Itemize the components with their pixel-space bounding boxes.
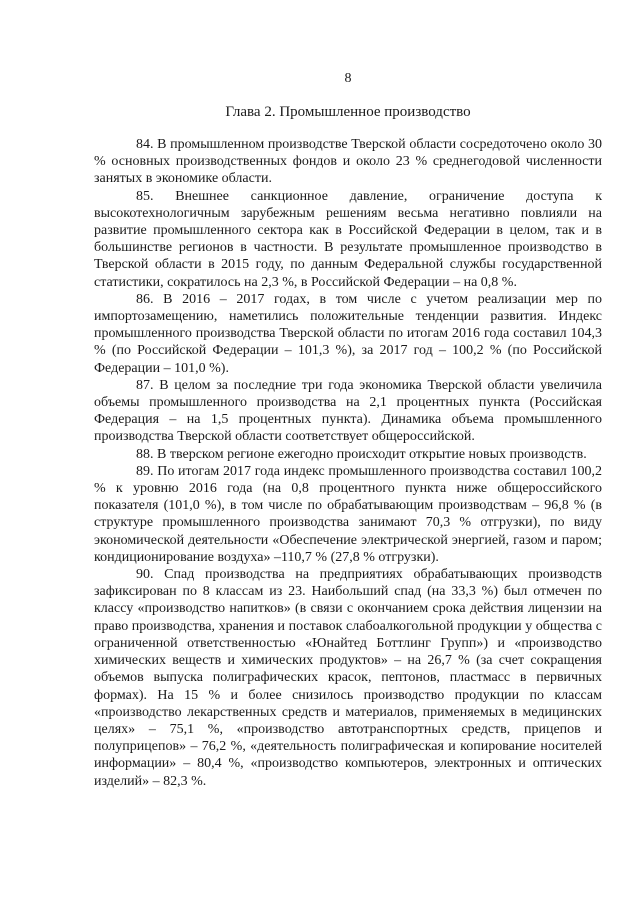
paragraph-89: 89. По итогам 2017 года индекс промышленного производства составил 100,2 % к уровню 2016 года (на 0,8 процентного пункта ниже общероссийского показателя (101,0 %), в том числе по обрабатывающим производствам – 96,8 % (в структуре промышленного производства занимают 70,3 % отгрузки), по виду экономической деятельности «Обеспечение электрической энергией, газом и паром; кондиционирование воздуха» –110,7 % (27,8 % отгрузки). [94, 463, 602, 565]
chapter-title: Глава 2. Промышленное производство [225, 104, 471, 120]
paragraph-88: 88. В тверском регионе ежегодно происходит открытие новых производств. [136, 446, 587, 462]
paragraph-84: 84. В промышленном производстве Тверской области сосредоточено около 30 % основных производственных фондов и около 23 % среднегодовой численности занятых в экономике области. [94, 137, 602, 187]
paragraph-90: 90. Спад производства на предприятиях обрабатывающих производств зафиксирован по 8 классам из 23. Наибольший спад (на 33,3 %) был отмечен по классу «производство напитков» (в связи с окончанием срока действия лицензии на право производства, хранения и поставок слабоалкогольной продукции у общества с ограниченной ответственностью «Юнайтед Боттлинг Групп») и «производство химических веществ и химических продуктов» – на 26,7 % (за счет сокращения объемов выпуска полиграфических красок, пептонов, пластмасс в первичных формах). На 15 % и более снизилось производство продукции по классам «производство лекарственных средств и материалов, применяемых в медицинских целях» – 75,1 %, «производство автотранспортных средств, прицепов и полуприцепов» – 76,2 %, «деятельность полиграфическая и копирование носителей информации» – 80,4 %, «производство компьютеров, электронных и оптических изделий» – 82,3 %. [94, 567, 602, 789]
paragraph-86: 86. В 2016 – 2017 годах, в том числе с учетом реализации мер по импортозамещению, наметились положительные тенденции развития. Индекс промышленного производства Тверской области по итогам 2016 года составил 104,3 % (по Российской Федерации – 101,3 %), за 2017 год – 100,2 % (по Российской Федерации – 101,0 %). [94, 291, 602, 376]
paragraph-87: 87. В целом за последние три года экономика Тверской области увеличила объемы промышленного производства на 2,1 процентных пункта (Российская Федерация – на 1,5 процентных пункта). Динамика объема промышленного производства Тверской области соответствует общероссийской. [94, 377, 602, 445]
page-number: 8 [344, 71, 352, 86]
paragraph-85: 85. Внешнее санкционное давление, ограничение доступа к высокотехнологичным зарубежным решениям весьма негативно повлияли на развитие промышленного сектора как в Российской Федерации в целом, так и в большинстве регионов в частности. В результате промышленное производство в Тверской области в 2015 году, по данным Федеральной службы государственной статистики, сократилось на 2,3 %, в Российской Федерации – на 0,8 %. [94, 188, 602, 290]
document-page [94, 70, 602, 790]
